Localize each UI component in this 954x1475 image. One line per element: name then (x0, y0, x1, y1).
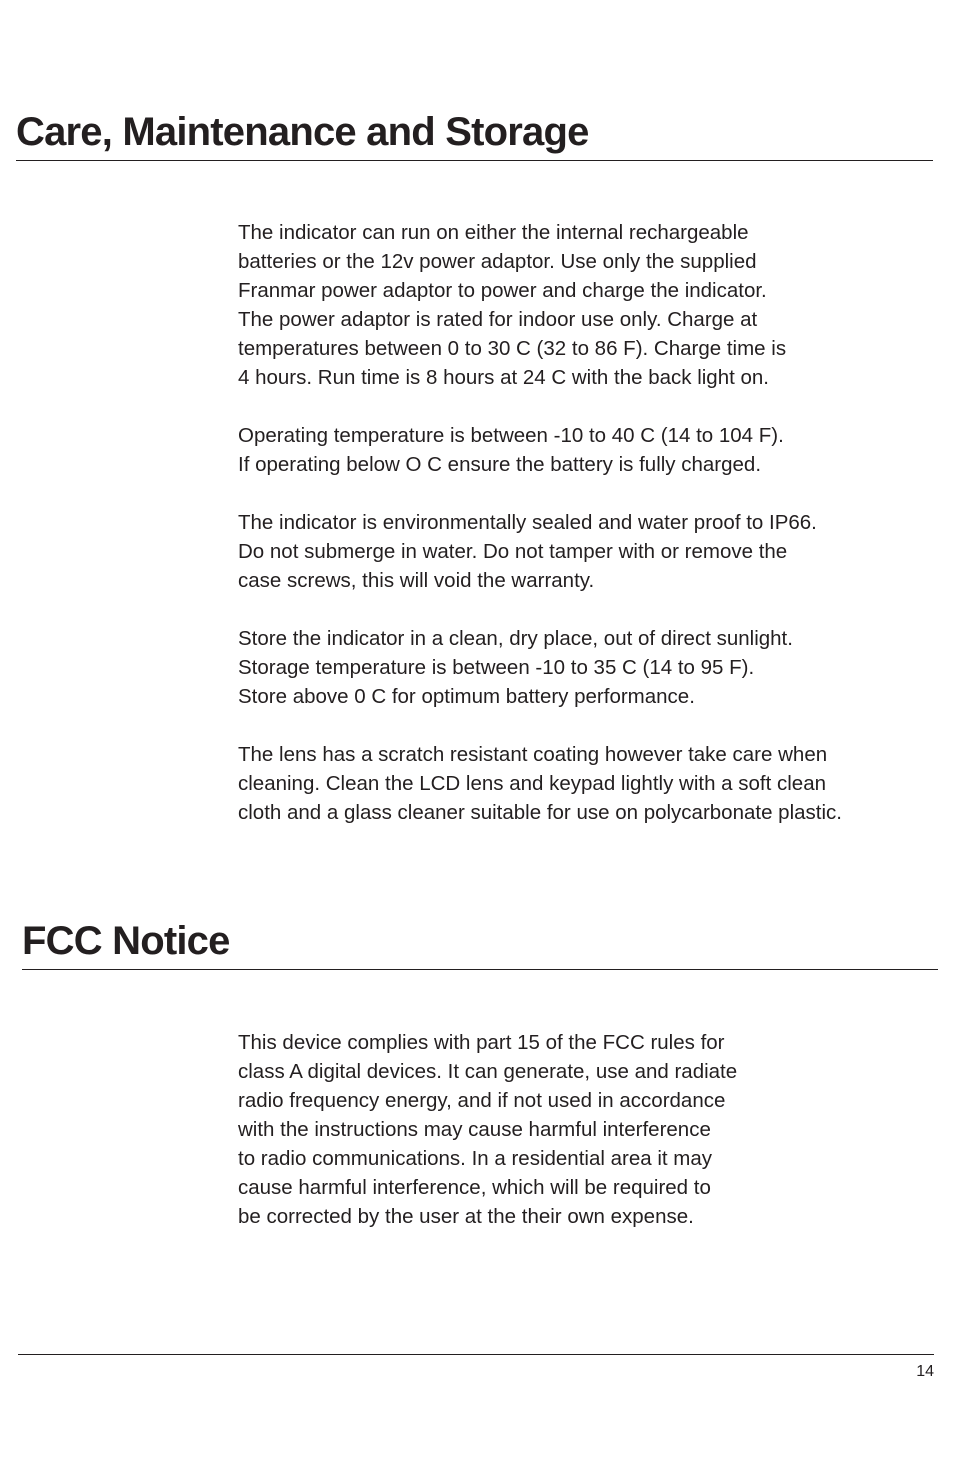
text-line: cleaning. Clean the LCD lens and keypad lightly with a soft clean (238, 772, 827, 795)
text-line: 4 hours. Run time is 8 hours at 24 C with the back light on. (238, 366, 769, 389)
text-line: Do not submerge in water. Do not tamper with or remove the (238, 540, 788, 563)
text-line: to radio communications. In a residential area it may (238, 1147, 713, 1170)
paragraph-lens-cleaning (238, 740, 842, 827)
text-line: be corrected by the user at the their own expense. (238, 1205, 694, 1228)
text-line: with the instructions may cause harmful interference (238, 1118, 711, 1141)
text-line: class A digital devices. It can generate, use and radiate (238, 1060, 738, 1083)
text-line: cloth and a glass cleaner suitable for use on polycarbonate plastic. (238, 801, 842, 824)
text-line: The indicator is environmentally sealed and water proof to IP66. (238, 511, 817, 534)
paragraph-storage (238, 624, 842, 711)
section-heading-fcc: FCC Notice (22, 919, 230, 963)
section-body-fcc (238, 1028, 737, 1260)
section-heading-care: Care, Maintenance and Storage (16, 110, 589, 154)
text-line: Storage temperature is between -10 to 35 C (14 to 95 F). (238, 656, 755, 679)
text-line: The indicator can run on either the internal rechargeable (238, 221, 749, 244)
heading-rule-fcc (22, 969, 938, 970)
paragraph-power (238, 218, 842, 392)
heading-rule-care (16, 160, 933, 161)
footer-rule (18, 1354, 934, 1355)
text-line: cause harmful interference, which will be required to (238, 1176, 711, 1199)
page-number: 14 (916, 1363, 934, 1380)
text-line: The lens has a scratch resistant coating however take care when (238, 743, 828, 766)
text-line: Store above 0 C for optimum battery performance. (238, 685, 695, 708)
text-line: radio frequency energy, and if not used in accordance (238, 1089, 726, 1112)
paragraph-environmental-sealing (238, 508, 842, 595)
text-line: The power adaptor is rated for indoor use only. Charge at (238, 308, 758, 331)
text-line: This device complies with part 15 of the FCC rules for (238, 1031, 725, 1054)
text-line: batteries or the 12v power adaptor. Use only the supplied (238, 250, 757, 273)
section-body-care (238, 218, 842, 856)
text-line: Franmar power adaptor to power and charge the indicator. (238, 279, 767, 302)
text-line: Operating temperature is between -10 to 40 C (14 to 104 F). (238, 424, 784, 447)
text-line: case screws, this will void the warranty. (238, 569, 595, 592)
text-line: Store the indicator in a clean, dry place, out of direct sunlight. (238, 627, 793, 650)
paragraph-fcc-compliance (238, 1028, 737, 1231)
text-line: temperatures between 0 to 30 C (32 to 86 F). Charge time is (238, 337, 787, 360)
text-line: If operating below O C ensure the battery is fully charged. (238, 453, 762, 476)
paragraph-operating-temperature (238, 421, 842, 479)
